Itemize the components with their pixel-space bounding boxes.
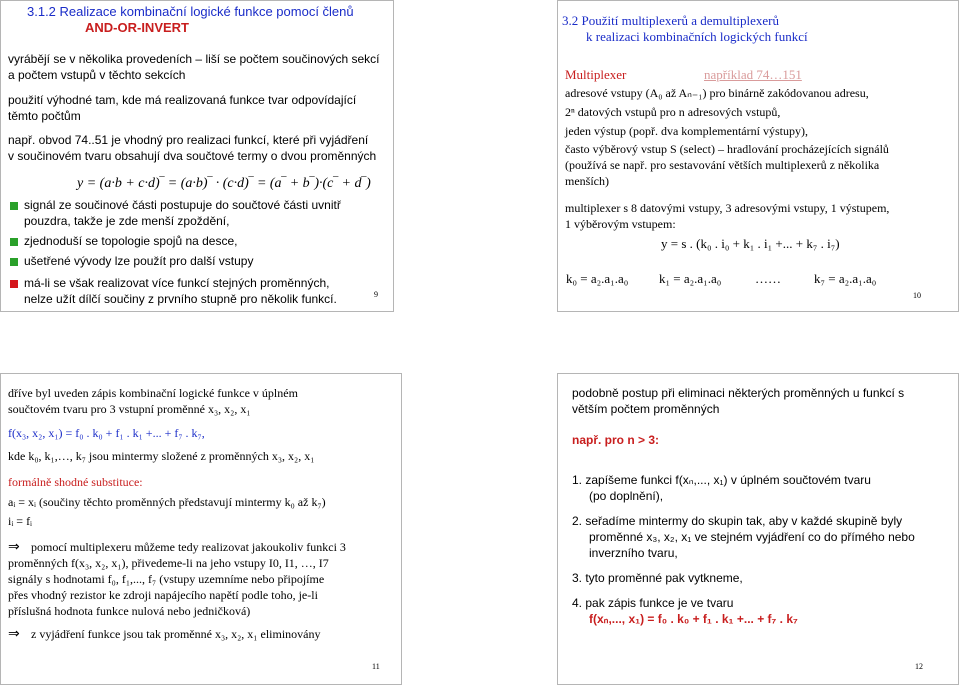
s10-k7: k₇ = a₂.a₁.a₀ bbox=[814, 271, 877, 286]
s12-page-number: 12 bbox=[915, 662, 923, 671]
s10-l4a: často výběrový vstup S (select) – hradlování procházejících signálů bbox=[565, 142, 889, 156]
s9-p2-l1: použití výhodné tam, kde má realizovaná funkce tvar odpovídající bbox=[8, 93, 357, 107]
s10-eq: y = s . (k₀ . i₀ + k₁ . i₁ +... + k₇ . i₇) bbox=[661, 236, 840, 251]
s11-page-number: 11 bbox=[372, 662, 380, 671]
s9-p2-l2: těmto počtům bbox=[8, 109, 81, 123]
s12-s2a: 2. seřadíme mintermy do skupin tak, aby v každé skupině byly bbox=[572, 514, 903, 528]
s11-l2: součtovém tvaru pro 3 vstupní proměnné x₃, x₂, x₁ bbox=[8, 402, 251, 416]
s12-s1b: (po doplnění), bbox=[589, 489, 664, 503]
s11-l1: dříve byl uveden zápis kombinační logické funkce v úplném bbox=[8, 386, 298, 400]
s9-b3: ušetřené vývody lze použít pro další vstupy bbox=[24, 254, 254, 268]
s12-s4b: f(xₙ,..., x₁) = f₀ . k₀ + f₁ . k₁ +... + f₇ . k₇ bbox=[589, 612, 798, 626]
s10-l5b: 1 výběrovým vstupem: bbox=[565, 217, 676, 231]
slide-9-title-line1: 3.1.2 Realizace kombinační logické funkce pomocí členů bbox=[27, 4, 354, 19]
s11-l4: kde k₀, k₁,…, k₇ jsou mintermy složené z proměnných x₃, x₂, x₁ bbox=[8, 449, 315, 463]
s12-l1: podobně postup při eliminaci některých proměnných u funkcí s bbox=[572, 386, 905, 400]
s10-page-number: 10 bbox=[913, 291, 921, 300]
slide-10 bbox=[557, 0, 959, 312]
s11-l6: aᵢ = xᵢ (součiny těchto proměnných představují mintermy k₀ až k₇) bbox=[8, 495, 326, 509]
s9-page-number: 9 bbox=[374, 290, 378, 299]
s12-s3: 3. tyto proměnné pak vytkneme, bbox=[572, 571, 743, 585]
s12-s2b: proměnné x₃, x₂, x₁ ve stejném vyjádření co do přímého nebo bbox=[589, 530, 915, 544]
s10-k0: k₀ = a₂.a₁.a₀ bbox=[566, 271, 629, 286]
slide-10-title-line1: 3.2 Použití multiplexerů a demultiplexerů bbox=[562, 13, 779, 28]
s11-arrow-1-icon: ⇒ bbox=[8, 539, 20, 555]
s10-l1: adresové vstupy (A₀ až Aₙ₋₁) pro binárně zakódovanou adresu, bbox=[565, 86, 869, 100]
slide-10-title-line2: k realizaci kombinačních logických funkcí bbox=[586, 29, 808, 44]
slide-9-title-line2: AND-OR-INVERT bbox=[85, 20, 189, 35]
s12-l2: větším počtem proměnných bbox=[572, 402, 720, 416]
s9-b4-l2: nelze užít dílčí součiny z prvního stupně pro několik funkcí. bbox=[24, 292, 337, 306]
s10-heading: Multiplexer bbox=[565, 67, 627, 82]
s12-s1a: 1. zapíšeme funkci f(xₙ,..., x₁) v úplném součtovém tvaru bbox=[572, 473, 871, 487]
s10-dots: …… bbox=[755, 271, 781, 286]
s11-a1-l2: proměnných f(x₃, x₂, x₁), přivedeme-li na jeho vstupy I0, I1, …, I7 bbox=[8, 556, 329, 570]
s9-bullet-3-icon bbox=[10, 258, 18, 266]
s10-example: například 74…151 bbox=[704, 67, 802, 82]
slide-12 bbox=[557, 373, 959, 685]
s11-a1-l4: přes vhodný rezistor ke zdroji napájecího napětí podle toho, je-li bbox=[8, 588, 318, 602]
s10-l4c: menších) bbox=[565, 174, 609, 188]
s9-b1-l2: pouzdra, takže je zde menší zpoždění, bbox=[24, 214, 230, 228]
s10-l4b: (používá se např. pro sestavování větších multiplexerů z několika bbox=[565, 158, 880, 172]
s10-k1: k₁ = a₂.a₁.a₀ bbox=[659, 271, 722, 286]
s9-b4-l1: má-li se však realizovat více funkcí stejných proměnných, bbox=[24, 276, 330, 290]
s9-p3-l1: např. obvod 74..51 je vhodný pro realizaci funkcí, které při vyjádření bbox=[8, 133, 369, 147]
s11-a2: z vyjádření funkce jsou tak proměnné x₃, x₂, x₁ eliminovány bbox=[31, 627, 321, 641]
s9-b2: zjednoduší se topologie spojů na desce, bbox=[24, 234, 238, 248]
s12-s4a: 4. pak zápis funkce je ve tvaru bbox=[572, 596, 734, 610]
s9-p3-l2: v součinovém tvaru obsahují dva součtové termy o dvou proměnných bbox=[8, 149, 377, 163]
s11-l5: formálně shodné substituce: bbox=[8, 475, 143, 489]
s11-l7: iᵢ = fᵢ bbox=[8, 514, 33, 528]
s9-p1-l1: vyrábějí se v několika provedeních – liší se počtem součinových sekcí bbox=[8, 52, 380, 66]
s10-l3: jeden výstup (popř. dva komplementární výstupy), bbox=[565, 124, 808, 138]
s11-a1-l1: pomocí multiplexeru můžeme tedy realizovat jakoukoliv funkci 3 bbox=[31, 540, 346, 554]
s12-s2c: inverzního tvaru, bbox=[589, 546, 678, 560]
s10-l2: 2ⁿ datových vstupů pro n adresových vstupů, bbox=[565, 105, 781, 119]
s11-a1-l3: signály s hodnotami f₀, f₁,..., f₇ (vstupy uzemníme nebo připojíme bbox=[8, 572, 325, 586]
s9-bullet-2-icon bbox=[10, 238, 18, 246]
s11-a1-l5: příslušná hodnota funkce nulová nebo jedničková) bbox=[8, 604, 251, 618]
s10-l5a: multiplexer s 8 datovými vstupy, 3 adresovými vstupy, 1 výstupem, bbox=[565, 201, 890, 215]
s11-arrow-2-icon: ⇒ bbox=[8, 626, 20, 642]
s9-bullet-4-icon bbox=[10, 280, 18, 288]
s12-l3: např. pro n > 3: bbox=[572, 433, 660, 447]
s9-formula: y = (a·b + c·d)‾ = (a·b)‾ · (c·d)‾ = (a‾ + b‾)·(c‾ + d‾) bbox=[77, 176, 371, 191]
s9-bullet-1-icon bbox=[10, 202, 18, 210]
slide-11 bbox=[0, 373, 402, 685]
s9-b1-l1: signál ze součinové části postupuje do součtové části uvnitř bbox=[24, 198, 341, 212]
s11-l3: f(x₃, x₂, x₁) = f₀ . k₀ + f₁ . k₁ +... + f₇ . k₇, bbox=[8, 426, 205, 440]
slide-9 bbox=[0, 0, 394, 312]
s9-p1-l2: a počtem vstupů v těchto sekcích bbox=[8, 68, 186, 82]
